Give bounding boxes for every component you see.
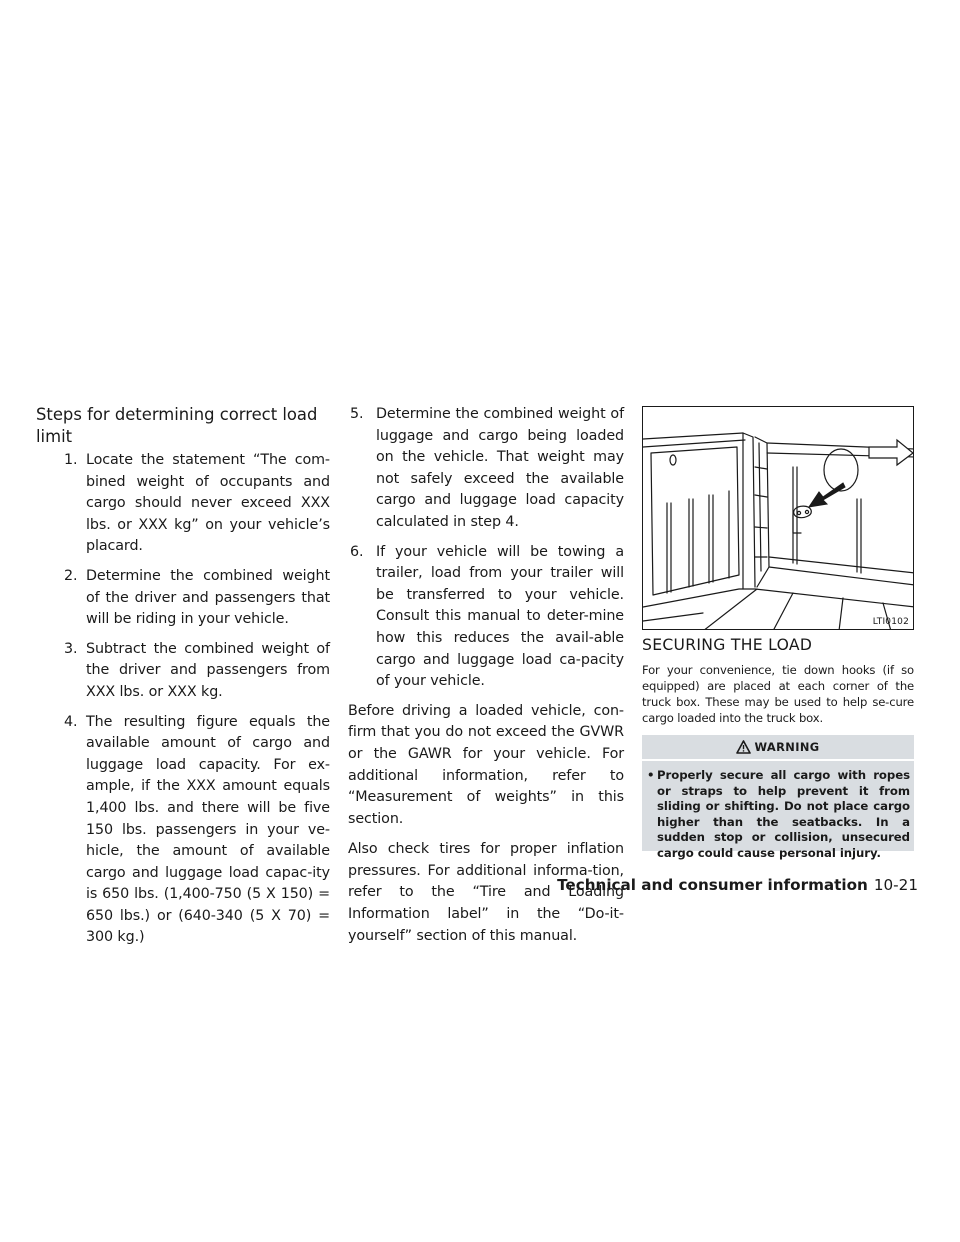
- step-number: 5.: [350, 406, 364, 422]
- list-item: [36, 450, 330, 558]
- bullet: •: [647, 768, 655, 782]
- warning-item: [642, 761, 914, 862]
- step-number: 3.: [64, 640, 78, 657]
- list-item: [348, 542, 624, 693]
- left-column: [36, 404, 330, 957]
- warning-box: [642, 735, 914, 860]
- steps-list: [36, 450, 330, 949]
- step-number: 4.: [64, 713, 78, 730]
- footer-section-title: Technical and consumer information: [557, 876, 868, 894]
- page-number: 10-21: [873, 876, 918, 894]
- warning-header: [642, 735, 914, 761]
- paragraph: Also check tires for proper inflation pressures. For additional informa-tion, refer to the “Tire and Loading Information label” in the “Do-it-yourself” section of this manual.: [348, 841, 624, 944]
- subheading: Steps for determining correct load limit: [36, 405, 318, 446]
- warning-text: Properly secure all cargo with ropes or straps to help prevent it from sliding or shifting. Do not place cargo higher than the seatbacks. In a sudden stop or collision, unsecured cargo could cause personal injury.: [657, 768, 910, 860]
- paragraph: For your convenience, tie down hooks (if so equipped) are placed at each corner of the truck box. These may be used to help se-cure cargo loaded into the truck box.: [642, 663, 914, 725]
- middle-column: [348, 404, 624, 956]
- step-text: Determine the combined weight of luggage and cargo being loaded on the vehicle. That weight may not safely exceed the available cargo and luggage load capacity calculated in step 4.: [376, 406, 624, 530]
- warning-title: WARNING: [754, 740, 820, 754]
- truck-bed-drawing: [643, 407, 914, 630]
- step-number: 2.: [64, 567, 78, 584]
- steps-list: [348, 404, 624, 693]
- step-text: Determine the combined weight of the driver and passengers that will be riding in your vehicle.: [86, 567, 330, 628]
- section-title: SECURING THE LOAD: [642, 636, 813, 654]
- step-text: If your vehicle will be towing a trailer, load from your trailer will be transferred to your vehicle. Consult this manual to deter-mine how this reduces the avail-able cargo and luggage load ca-pacity of your vehicle.: [376, 543, 624, 690]
- step-text: Locate the statement “The com-bined weight of occupants and cargo should never exceed XXX lbs. or XXX kg” on your vehicle’s placard.: [86, 452, 330, 555]
- step-number: 1.: [64, 452, 78, 468]
- step-text: Subtract the combined weight of the driver and passengers from XXX lbs. or XXX kg.: [86, 640, 330, 700]
- page-footer: [557, 876, 918, 894]
- step-text: The resulting figure equals the available amount of cargo and luggage load capacity. For ex-ample, if the XXX amount equals 1,400 lbs. and there will be five 150 lbs. passengers in your ve-hicle, the amount of available cargo and luggage load capac-ity is 650 lbs. (1,400-750 (5 X 150) = 650 lbs.) or (640-340 (5 X 70) = 300 kg.): [86, 713, 330, 946]
- warning-icon: [736, 740, 751, 754]
- figure-code: LTI0102: [872, 617, 909, 627]
- paragraph: Before driving a loaded vehicle, con-firm that you do not exceed the GVWR or the GAWR for your vehicle. For additional information, refer to “Measurement of weights” in this section.: [348, 702, 624, 827]
- list-item: [36, 566, 330, 631]
- list-item: [36, 639, 330, 704]
- list-item: [348, 404, 624, 534]
- list-item: [36, 712, 330, 950]
- truck-bed-illustration: [642, 406, 914, 630]
- step-number: 6.: [350, 543, 364, 560]
